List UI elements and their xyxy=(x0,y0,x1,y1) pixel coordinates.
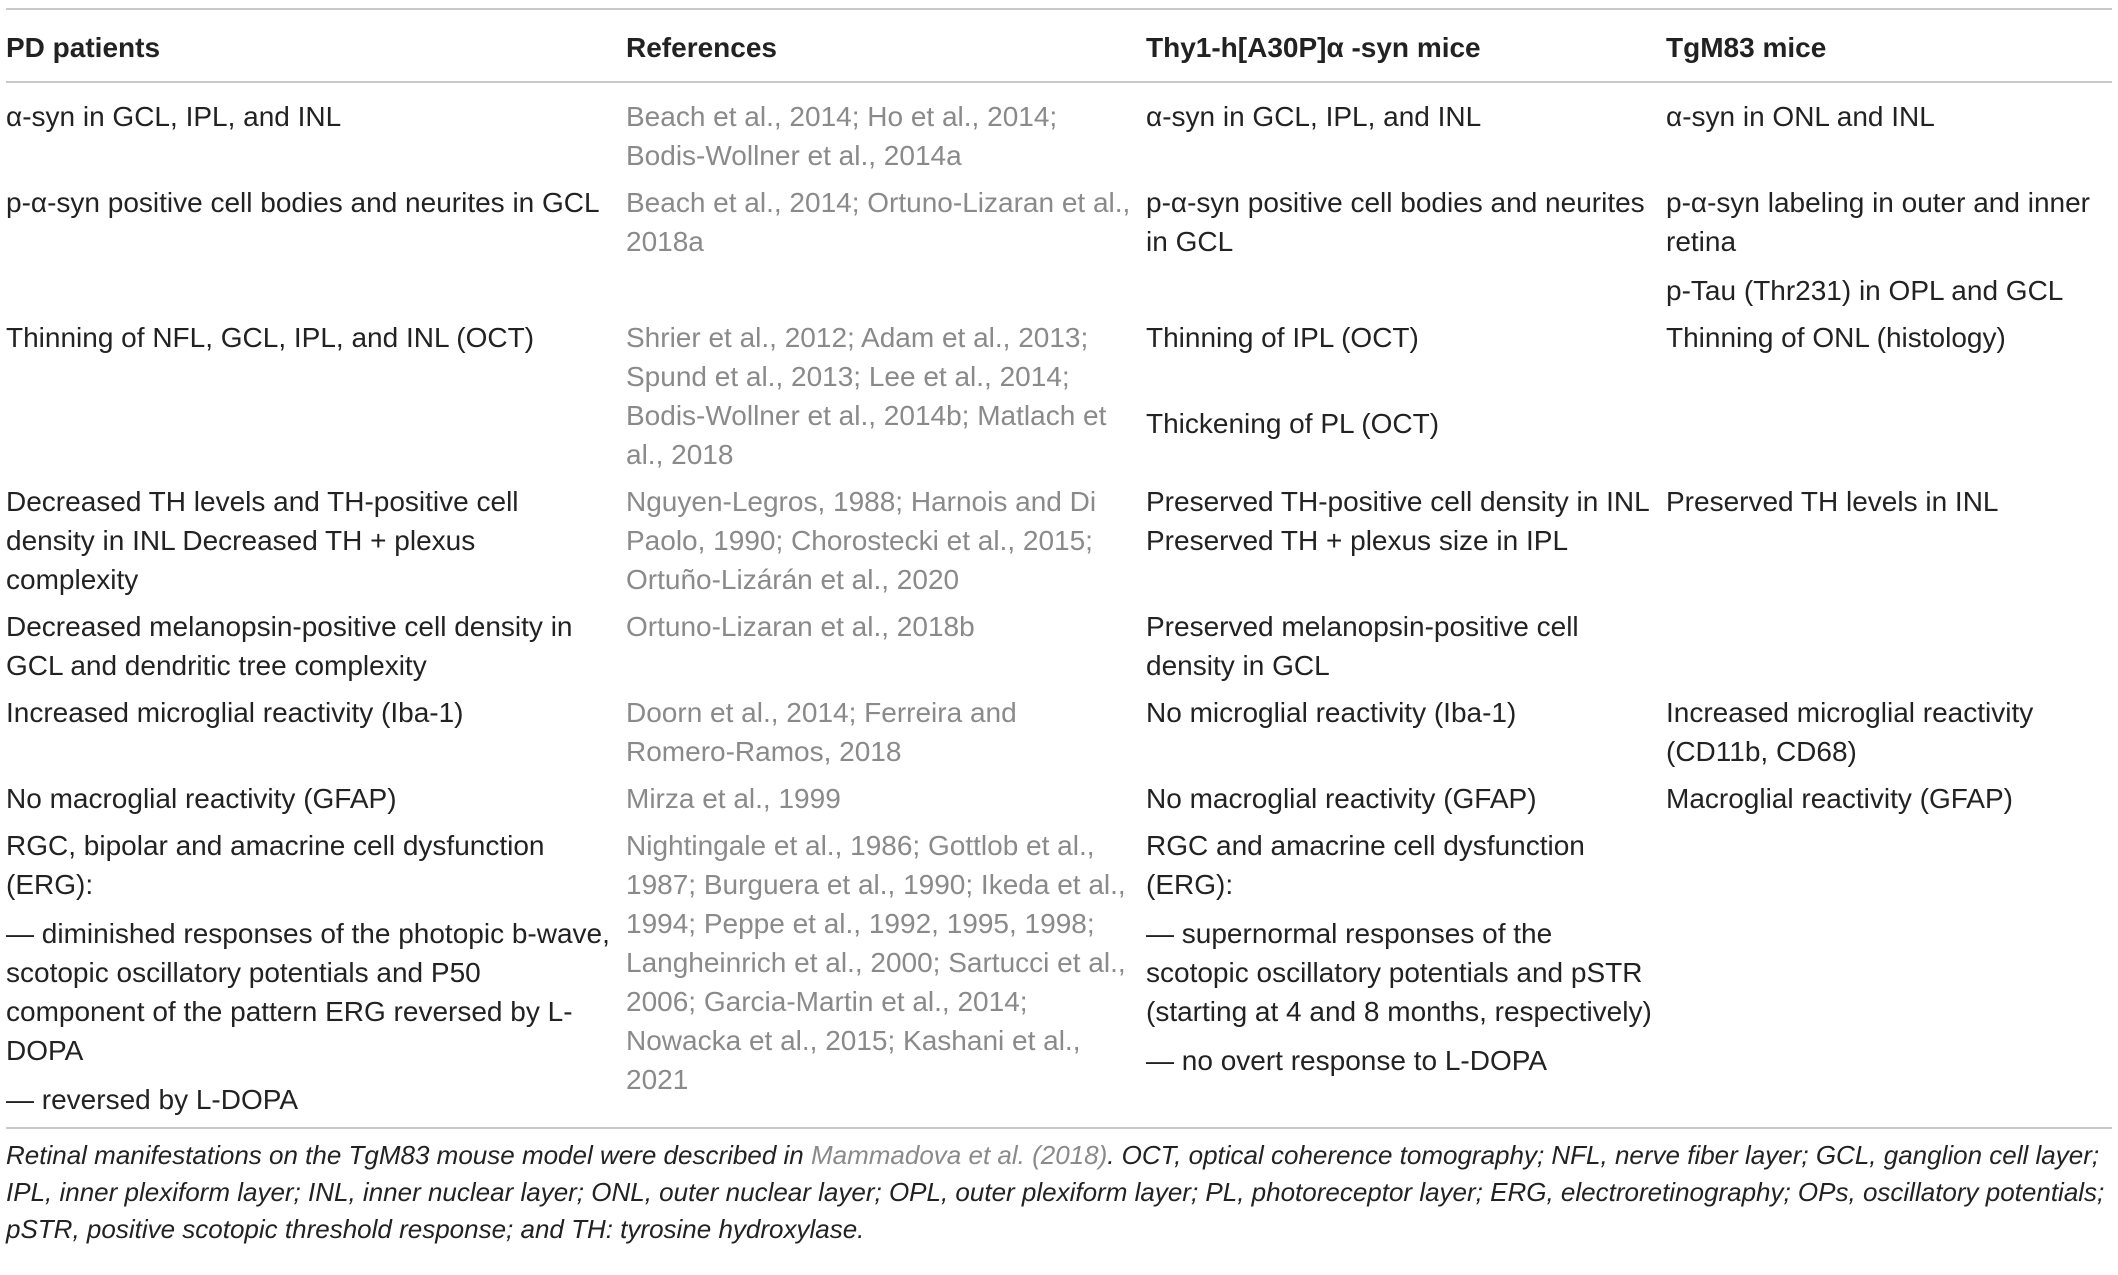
table-row xyxy=(6,603,2112,689)
cell-text: Preserved TH levels in INL xyxy=(1666,486,1999,517)
cell-text: Decreased TH levels and TH-positive cell density in INL Decreased TH + plexus complexity xyxy=(6,486,519,595)
cell-tgm83 xyxy=(1666,82,2112,179)
table-row xyxy=(6,179,2112,314)
cell-tgm83 xyxy=(1666,179,2112,314)
cell-tgm83 xyxy=(1666,775,2112,822)
cell-text: Preserved TH-positive cell density in INL xyxy=(1146,486,1650,517)
cell-references xyxy=(626,603,1146,689)
cell-pd xyxy=(6,82,626,179)
header-pd-patients: PD patients xyxy=(6,32,161,63)
table-footnote xyxy=(6,1129,2106,1248)
cell-text: RGC and amacrine cell dysfunction (ERG): xyxy=(1146,830,1585,900)
cell-text: Thinning of ONL (histology) xyxy=(1666,322,2006,353)
cell-text: Thinning of IPL (OCT) xyxy=(1146,322,1419,353)
cell-references xyxy=(626,775,1146,822)
cell-text: Increased microglial reactivity (CD11b, CD68) xyxy=(1666,697,2034,767)
cell-text: — supernormal responses of the scotopic oscillatory potentials and pSTR (starting at 4 and 8 months, respectively) xyxy=(1146,918,1652,1027)
cell-text: α-syn in ONL and INL xyxy=(1666,101,1935,132)
cell-pd xyxy=(6,314,626,478)
cell-text: Thickening of PL (OCT) xyxy=(1146,408,1440,439)
cell-text: p-Tau (Thr231) in OPL and GCL xyxy=(1666,275,2064,306)
cell-tgm83 xyxy=(1666,314,2112,478)
cell-text: — no overt response to L-DOPA xyxy=(1146,1045,1547,1076)
reference-text: Ortuno-Lizaran et al., 2018b xyxy=(626,611,975,642)
table-row xyxy=(6,82,2112,179)
cell-references xyxy=(626,689,1146,775)
comparison-table xyxy=(6,8,2112,1129)
cell-text: α-syn in GCL, IPL, and INL xyxy=(6,101,342,132)
reference-text: Nightingale et al., 1986; Gottlob et al., 1987; Burguera et al., 1990; Ikeda et al., 1994; Peppe et al., 1992, 1995, 1998; Langheinrich et al., 2000; Sartucci et al., 2006; Garcia-Martin et al., 2014; Nowacka et al., 2015; Kashani et al., 2021 xyxy=(626,830,1126,1095)
footnote-citation-link[interactable]: Mammadova et al. (2018) xyxy=(810,1140,1108,1170)
cell-text: Decreased melanopsin-positive cell density in GCL and dendritic tree complexity xyxy=(6,611,573,681)
reference-text: Doorn et al., 2014; Ferreira and Romero-Ramos, 2018 xyxy=(626,697,1017,767)
cell-thy1 xyxy=(1146,689,1666,775)
table-row xyxy=(6,822,2112,1128)
cell-pd xyxy=(6,179,626,314)
table-body xyxy=(6,82,2112,1128)
cell-thy1 xyxy=(1146,775,1666,822)
cell-thy1 xyxy=(1146,314,1666,478)
header-thy1-mice: Thy1-h[A30P]α -syn mice xyxy=(1146,32,1481,63)
cell-text: Increased microglial reactivity (Iba-1) xyxy=(6,697,464,728)
cell-pd xyxy=(6,775,626,822)
cell-text: RGC, bipolar and amacrine cell dysfunction (ERG): xyxy=(6,830,545,900)
table-row xyxy=(6,775,2112,822)
reference-text: Beach et al., 2014; Ortuno-Lizaran et al., 2018a xyxy=(626,187,1131,257)
cell-text: Macroglial reactivity (GFAP) xyxy=(1666,783,2013,814)
table-row xyxy=(6,478,2112,603)
cell-text: p-α-syn labeling in outer and inner retina xyxy=(1666,187,2090,257)
cell-pd xyxy=(6,603,626,689)
table-row xyxy=(6,689,2112,775)
cell-pd xyxy=(6,478,626,603)
cell-references xyxy=(626,82,1146,179)
cell-text: Preserved melanopsin-positive cell density in GCL xyxy=(1146,611,1579,681)
cell-text: — reversed by L-DOPA xyxy=(6,1084,299,1115)
cell-thy1 xyxy=(1146,603,1666,689)
cell-text: — diminished responses of the photopic b-wave, scotopic oscillatory potentials and P50 component of the pattern ERG reversed by L-DOPA xyxy=(6,918,610,1066)
cell-pd xyxy=(6,689,626,775)
cell-references xyxy=(626,179,1146,314)
cell-tgm83 xyxy=(1666,689,2112,775)
cell-thy1 xyxy=(1146,822,1666,1128)
cell-text: No macroglial reactivity (GFAP) xyxy=(6,783,397,814)
cell-thy1 xyxy=(1146,478,1666,603)
reference-text: Nguyen-Legros, 1988; Harnois and Di Paolo, 1990; Chorostecki et al., 2015; Ortuño-Lizárán et al., 2020 xyxy=(626,486,1097,595)
cell-pd xyxy=(6,822,626,1128)
cell-text: p-α-syn positive cell bodies and neurites in GCL xyxy=(6,187,600,218)
table-row xyxy=(6,314,2112,478)
cell-references xyxy=(626,822,1146,1128)
header-row xyxy=(6,9,2112,82)
cell-references xyxy=(626,314,1146,478)
cell-text: No macroglial reactivity (GFAP) xyxy=(1146,783,1537,814)
cell-thy1 xyxy=(1146,82,1666,179)
reference-text: Mirza et al., 1999 xyxy=(626,783,841,814)
header-references: References xyxy=(626,32,777,63)
footnote-text-end: . OCT, optical coherence tomography; NFL, nerve fiber layer; GCL, ganglion cell layer; IPL, inner plexiform layer; INL, inner nuclear layer; ONL, outer nuclear layer; OPL, outer plexiform layer; PL, photoreceptor layer; ERG, electroretinography; OPs, oscillatory potentials; pSTR, positive scotopic threshold response; and TH: tyrosine hydroxylase. xyxy=(6,1140,2105,1244)
cell-text: Preserved TH + plexus size in IPL xyxy=(1146,525,1569,556)
header-tgm83-mice: TgM83 mice xyxy=(1666,32,1827,63)
cell-references xyxy=(626,478,1146,603)
cell-thy1 xyxy=(1146,179,1666,314)
cell-text: Thinning of NFL, GCL, IPL, and INL (OCT) xyxy=(6,322,535,353)
cell-tgm83 xyxy=(1666,478,2112,603)
footnote-text-start: Retinal manifestations on the TgM83 mouse model were described in xyxy=(6,1140,811,1170)
cell-text: α-syn in GCL, IPL, and INL xyxy=(1146,101,1482,132)
cell-text: p-α-syn positive cell bodies and neurites in GCL xyxy=(1146,187,1645,257)
reference-text: Beach et al., 2014; Ho et al., 2014; Bodis-Wollner et al., 2014a xyxy=(626,101,1058,171)
reference-text: Shrier et al., 2012; Adam et al., 2013; Spund et al., 2013; Lee et al., 2014; Bodis-Wollner et al., 2014b; Matlach et al., 2018 xyxy=(626,322,1107,470)
table-header xyxy=(6,9,2112,82)
cell-tgm83 xyxy=(1666,822,2112,1128)
cell-text: No microglial reactivity (Iba-1) xyxy=(1146,697,1517,728)
cell-tgm83 xyxy=(1666,603,2112,689)
